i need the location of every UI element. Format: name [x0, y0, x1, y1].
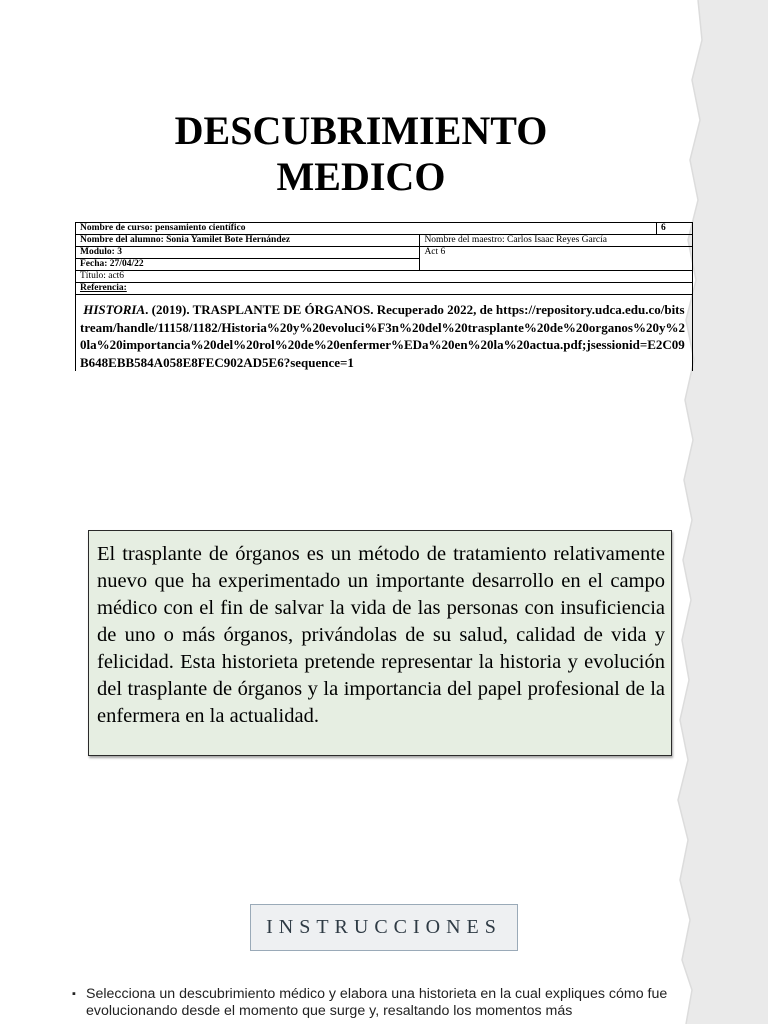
- info-row-title: [76, 271, 693, 283]
- title-cell: Título: act6: [76, 271, 693, 283]
- reference-citation: [80, 301, 688, 371]
- page-title-line-1: DESCUBRIMIENTO: [174, 108, 548, 153]
- page-title-line-2: MEDICO: [276, 154, 446, 199]
- info-row-reference-label: [76, 283, 693, 295]
- reference-cell: [76, 295, 693, 372]
- instruction-item: [72, 986, 692, 1020]
- info-row-student: [76, 235, 693, 247]
- teacher-name-cell: Nombre del maestro: Carlos Isaac Reyes García: [420, 235, 693, 247]
- course-number-cell: 6: [657, 223, 693, 235]
- student-name-cell: Nombre del alumno: Sonia Yamilet Bote Hernández: [76, 235, 420, 247]
- instructions-heading: INSTRUCCIONES: [250, 904, 518, 951]
- info-row-reference: [76, 295, 693, 372]
- reference-italic-title: HISTORIA: [83, 302, 146, 317]
- bullet-icon: ▪: [72, 988, 76, 1000]
- instruction-text: Selecciona un descubrimiento médico y elabora una historieta en la cual expliques cómo fue evolucionando desde el momento que surge y, resaltando los momentos más: [86, 986, 668, 1019]
- info-row-course: [76, 223, 693, 235]
- reference-text: . (2019). TRASPLANTE DE ÓRGANOS. Recuperado 2022, de https://repository.udca.edu.co/bitstream/handle/11158/1182/Historia%20y%20evoluci%F3n%20del%20trasplante%20de%20organos%20y%20la%20importancia%20del%20rol%20de%20enfermer%EDa%20en%20la%20actua.pdf;jsessionid=E2C09B648EBB584A058E8FEC902AD5E6?sequence=1: [80, 302, 685, 370]
- date-cell: Fecha: 27/04/22: [76, 259, 420, 271]
- activity-cell: Act 6: [420, 247, 693, 271]
- page-title: [0, 108, 722, 200]
- info-row-module: [76, 247, 693, 259]
- instructions-list: [72, 986, 692, 1020]
- summary-box: El trasplante de órganos es un método de tratamiento relativamente nuevo que ha experimentado un importante desarrollo en el campo médico con el fin de salvar la vida de las personas con insuficiencia de uno o más órganos, privándolas de su salud, calidad de vida y felicidad. Esta historieta pretende representar la historia y evolución del trasplante de órganos y la importancia del papel profesional de la enfermera en la actualidad.: [88, 530, 672, 756]
- info-table: [75, 222, 693, 371]
- course-name-cell: Nombre de curso: pensamiento científico: [76, 223, 657, 235]
- module-cell: Modulo: 3: [76, 247, 420, 259]
- reference-label-cell: Referencia:: [76, 283, 693, 295]
